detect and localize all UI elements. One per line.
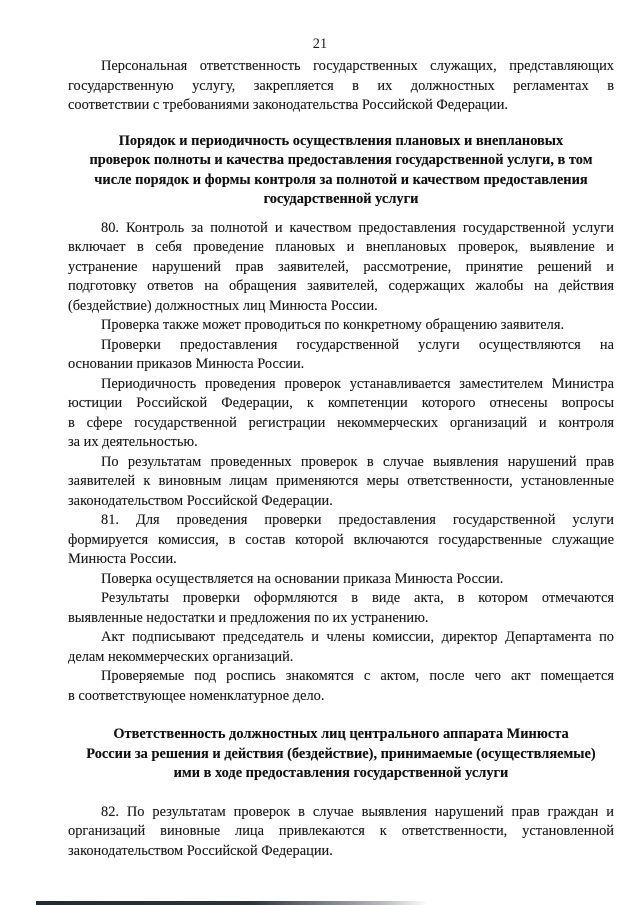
text-line: соответствии с требованиями законодательства Российской Федерации. — [68, 97, 508, 113]
text-line: Результаты проверки оформляются в виде акта, в котором отмечаются — [101, 590, 614, 606]
section-heading-inspections — [68, 132, 614, 210]
text-line: в сфере государственной регистрации некоммерческих организаций и контроля — [68, 414, 614, 431]
paragraph-80-periodicity — [68, 375, 614, 453]
text-line: 81. Для проведения проверки предоставления государственной услуги — [101, 512, 614, 528]
paragraph-80 — [68, 219, 614, 317]
text-line: Проверки предоставления государственной услуги осуществляются на — [101, 336, 614, 353]
text-line: подготовку ответов на обращения заявителей, содержащих жалобы на действия — [68, 278, 614, 294]
text-line: (бездействие) должностных лиц Минюста России. — [68, 297, 378, 314]
text-line: Поверка осуществляется на основании приказа Минюста России. — [101, 570, 504, 587]
paragraph-80-check-on-request — [68, 316, 614, 336]
heading-line: России за решения и действия (бездействие), принимаемые (осуществляемые) — [86, 745, 596, 762]
text-line: заявителей к виновным лицам применяются меры ответственности, установленные — [68, 473, 614, 489]
document-body — [68, 57, 614, 861]
text-line: делам некоммерческих организаций. — [68, 648, 294, 665]
text-line: Персональная ответственность государственных служащих, представляющих — [101, 58, 614, 74]
text-line: юстиции Российской Федерации, к компетенции которого отнесены вопросы — [68, 395, 614, 411]
text-line: Проверяемые под роспись знакомятся с актом, после чего акт помещается — [101, 668, 614, 684]
text-line: государственную услугу, закрепляется в их должностных регламентах в — [68, 77, 614, 94]
heading-line: государственной услуги — [263, 191, 419, 207]
text-line: основании приказов Минюста России. — [68, 356, 305, 372]
text-line: формируется комиссия, в состав которой включаются государственные служащие — [68, 531, 614, 548]
text-line: организаций виновные лица привлекаются к ответственности, установленной — [68, 823, 614, 839]
text-line: в соответствующее номенклатурное дело. — [68, 687, 325, 704]
paragraph-80-results — [68, 453, 614, 512]
text-line: выявленные недостатки и предложения по их устранению. — [68, 609, 429, 626]
text-line: Проверка также может проводиться по конкретному обращению заявителя. — [101, 317, 565, 333]
text-line: устранение нарушений прав заявителей, рассмотрение, принятие решений и — [68, 258, 614, 275]
text-line: 82. По результатам проверок в случае выявления нарушений прав граждан и — [101, 803, 614, 820]
paragraph-81-act-signing — [68, 628, 614, 667]
text-line: включает в себя проведение плановых и внеплановых проверок, выявление и — [68, 239, 614, 255]
intro-paragraph — [68, 57, 614, 116]
heading-line: числе порядок и формы контроля за полнотой и качеством предоставления — [94, 171, 588, 188]
paragraph-82 — [68, 803, 614, 862]
paragraph-80-orders-basis — [68, 336, 614, 375]
text-line: законодательством Российской Федерации. — [68, 492, 333, 509]
heading-line: Порядок и периодичность осуществления плановых и внеплановых — [118, 132, 564, 149]
scan-artifact-bar — [36, 901, 428, 905]
page-number: 21 — [312, 36, 328, 52]
text-line: По результатам проведенных проверок в случае выявления нарушений прав — [101, 453, 614, 470]
paragraph-81-act-results — [68, 589, 614, 628]
text-line: за их деятельностью. — [68, 434, 198, 450]
heading-line: Ответственность должностных лиц центрального аппарата Минюста — [113, 726, 569, 742]
text-line: законодательством Российской Федерации. — [68, 842, 333, 859]
paragraph-81 — [68, 511, 614, 570]
paragraph-81-act-filing — [68, 667, 614, 706]
paragraph-81-order-basis — [68, 570, 614, 590]
heading-line: ими в ходе предоставления государственной услуги — [173, 765, 509, 781]
text-line: Периодичность проведения проверок устанавливается заместителем Министра — [101, 375, 614, 392]
text-line: Акт подписывают председатель и члены комиссии, директор Департамента по — [101, 629, 614, 645]
text-line: Минюста России. — [68, 551, 177, 567]
text-line: 80. Контроль за полнотой и качеством предоставления государственной услуги — [101, 219, 614, 236]
heading-line: проверок полноты и качества предоставления государственной услуги, в том — [89, 152, 593, 168]
section-heading-responsibility — [68, 725, 614, 784]
